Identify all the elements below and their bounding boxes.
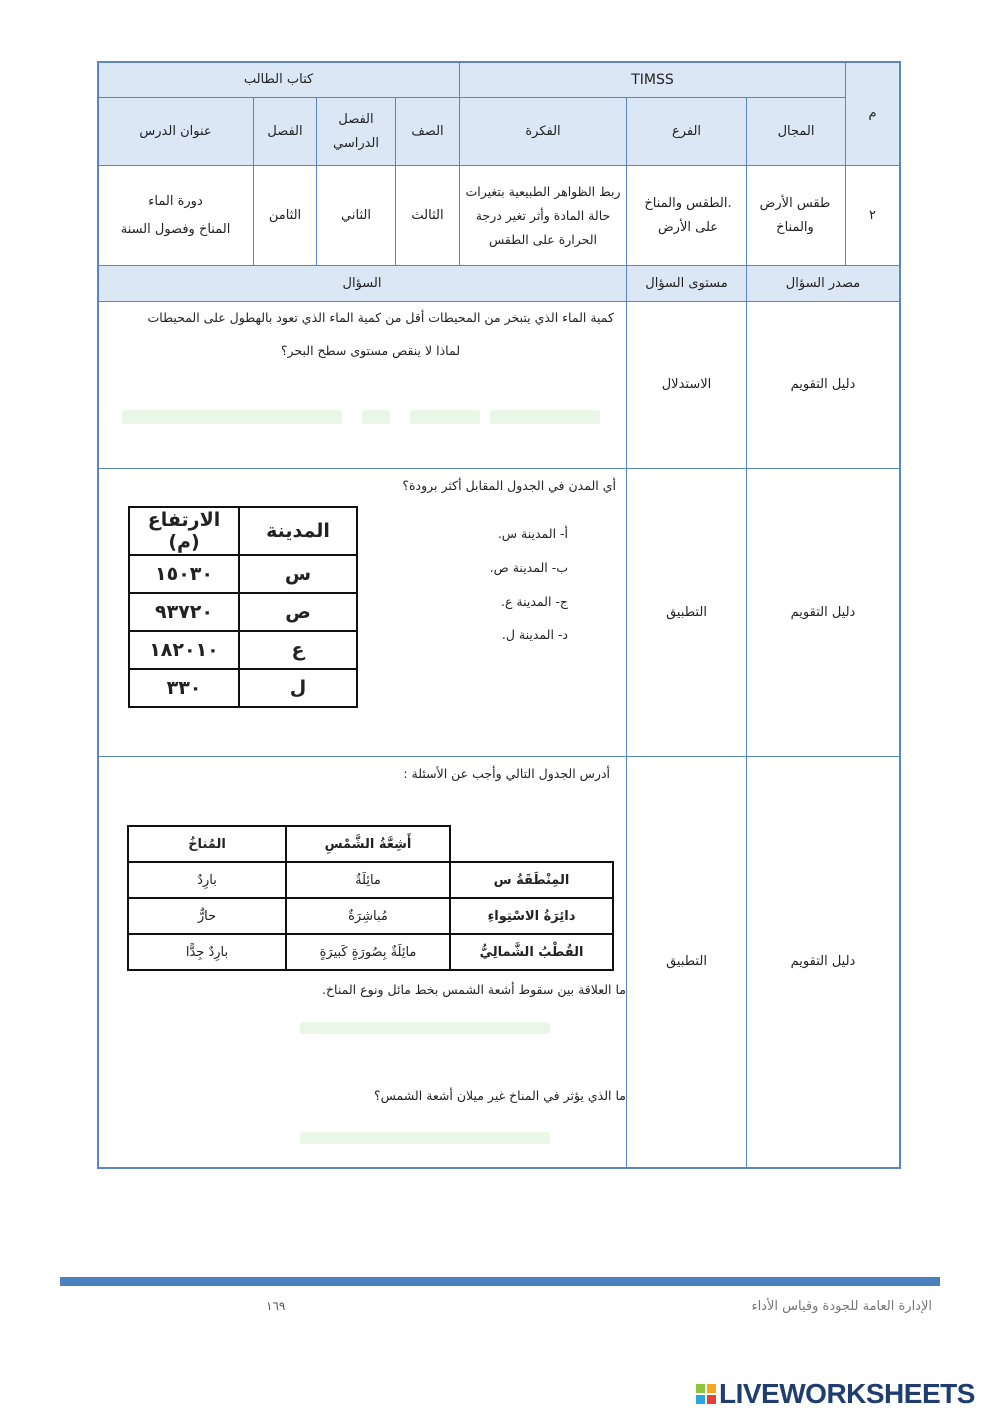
table-cell-sun-rays: مائِلَةٌ بِصُورَةٍ كَبيرَةٍ (286, 934, 450, 970)
lesson-line-2: المناخ وفصول السنة (120, 221, 231, 237)
q3-sub-question-2: ما الذي يؤثر في المناخ غير ميلان أشعة الشمس؟ (373, 1088, 626, 1103)
q3-answer-area-2[interactable] (300, 1132, 550, 1144)
row-number: ٢ (869, 207, 876, 223)
table-row (129, 555, 357, 593)
row-chapter: الثامن (268, 207, 302, 223)
border-bottom (97, 1167, 901, 1169)
footer-page-number: ١٦٩ (266, 1299, 286, 1313)
table-header-row (128, 826, 613, 862)
header-term: الفصل الدراسي (332, 111, 379, 151)
header-student-book: كتاب الطالب (243, 71, 314, 87)
lesson-line-1: دورة الماء (148, 193, 203, 209)
table-row (129, 593, 357, 631)
q1-source: دليل التقويم (790, 377, 856, 392)
q1-line-1: كمية الماء الذي يتبخر من المحيطات أقل من كمية الماء الذي تعود بالهطول على المحيطات (147, 310, 614, 325)
border-right (899, 61, 901, 1169)
table-row (129, 669, 357, 707)
q1-answer-area-4[interactable] (490, 410, 600, 424)
table-cell-region: المِنْطَقَةُ س (450, 862, 613, 898)
logo-block-icon (696, 1395, 705, 1404)
liveworksheets-logo[interactable] (696, 1377, 975, 1411)
table-cell-climate: بارِدٌ (128, 862, 286, 898)
table-cell-altitude: ٣٣٠ (129, 669, 239, 707)
q2-option-d[interactable]: د- المدينة ل. (501, 627, 568, 642)
q3-prompt: أدرس الجدول التالي وأجب عن الأسئلة : (403, 766, 610, 781)
q1-answer-area-3[interactable] (410, 410, 480, 424)
q1-answer-area[interactable] (122, 410, 342, 424)
table-row (128, 934, 613, 970)
row-lesson (98, 166, 253, 265)
table-cell-altitude: ١٥٠٣٠ (129, 555, 239, 593)
question-header-source: مصدر السؤال (785, 275, 861, 291)
row-idea: ربط الظواهر الطبيعية بتغيرات حالة المادة وأثر تغير درجة الحرارة على الطقس (465, 183, 621, 247)
row-domain: طقس الأرض والمناخ (759, 195, 831, 235)
q3-answer-area-1[interactable] (300, 1022, 550, 1034)
footer-org: الإدارة العامة للجودة وقياس الأداء (751, 1299, 932, 1314)
table-cell-climate: حارٌّ (128, 898, 286, 934)
q3-level: التطبيق (666, 954, 707, 969)
header-branch: الفرع (671, 123, 702, 139)
table-row (128, 898, 613, 934)
logo-block-icon (707, 1384, 716, 1393)
logo-text: LIVEWORKSHEETS (719, 1378, 975, 1409)
q2-prompt: أي المدن في الجدول المقابل أكثر برودة؟ (402, 478, 616, 493)
header-chapter: الفصل (267, 123, 303, 139)
table-cell-altitude: ١٨٢٠١٠ (129, 631, 239, 669)
table-cell-region: دائِرَةُ الاسْتِواءِ (450, 898, 613, 934)
table-header-climate: المُناخُ (128, 826, 286, 862)
q1-line-2: لماذا لا ينقص مستوى سطح البحر؟ (280, 343, 460, 358)
row-term: الثاني (341, 207, 371, 223)
footer-rule (60, 1277, 940, 1286)
table-cell-city: ل (239, 669, 357, 707)
logo-block-icon (696, 1384, 705, 1393)
header-grade: الصف (411, 123, 444, 139)
logo-block-icon (707, 1395, 716, 1404)
table-row (128, 862, 613, 898)
question-header-question: السؤال (342, 275, 382, 291)
table-row (129, 631, 357, 669)
header-domain: المجال (777, 123, 815, 139)
row-grade: الثالث (411, 207, 444, 223)
q2-cities-table (128, 506, 358, 708)
q2-source: دليل التقويم (790, 604, 856, 620)
table-cell-region: القُطْبُ الشَّمالِيُّ (450, 934, 613, 970)
table-header-row (129, 507, 357, 555)
logo-blocks-icon (696, 1384, 716, 1404)
table-cell-sun-rays: مائِلَةٌ (286, 862, 450, 898)
header-idea: الفكرة (525, 123, 561, 139)
table-cell-city: ص (239, 593, 357, 631)
q3-source: دليل التقويم (790, 954, 856, 969)
q2-option-c[interactable]: ج- المدينة ع. (501, 594, 568, 609)
q3-sub-question-1: ما العلاقة بين سقوط أشعة الشمس بخط مائل ونوع المناخ. (322, 982, 626, 997)
table-header-sun-rays: أَشِعَّةُ الشَّمْسِ (286, 826, 450, 862)
q1-answer-area-2[interactable] (362, 410, 390, 424)
q2-level: التطبيق (666, 604, 707, 620)
table-cell-climate: بارِدٌ جِدًّا (128, 934, 286, 970)
header-m: م (868, 105, 877, 121)
q3-climate-table (127, 825, 614, 971)
table-header-city: المدينة (239, 507, 357, 555)
question-header-level: مستوى السؤال (645, 275, 728, 291)
q1-level: الاستدلال (661, 377, 712, 392)
table-cell-city: ع (239, 631, 357, 669)
table-header-altitude: الارتفاع (م) (129, 507, 239, 555)
header-timss: TIMSS (631, 71, 674, 88)
q2-option-b[interactable]: ب- المدينة ص. (489, 560, 568, 575)
row-branch: .الطقس والمناخ على الأرض (644, 195, 732, 235)
table-cell-city: س (239, 555, 357, 593)
table-header-empty (450, 826, 613, 862)
header-lesson: عنوان الدرس (139, 123, 212, 139)
table-cell-sun-rays: مُباشِرَةٌ (286, 898, 450, 934)
q2-option-a[interactable]: أ- المدينة س. (497, 526, 568, 541)
table-cell-altitude: ٩٣٧٢٠ (129, 593, 239, 631)
